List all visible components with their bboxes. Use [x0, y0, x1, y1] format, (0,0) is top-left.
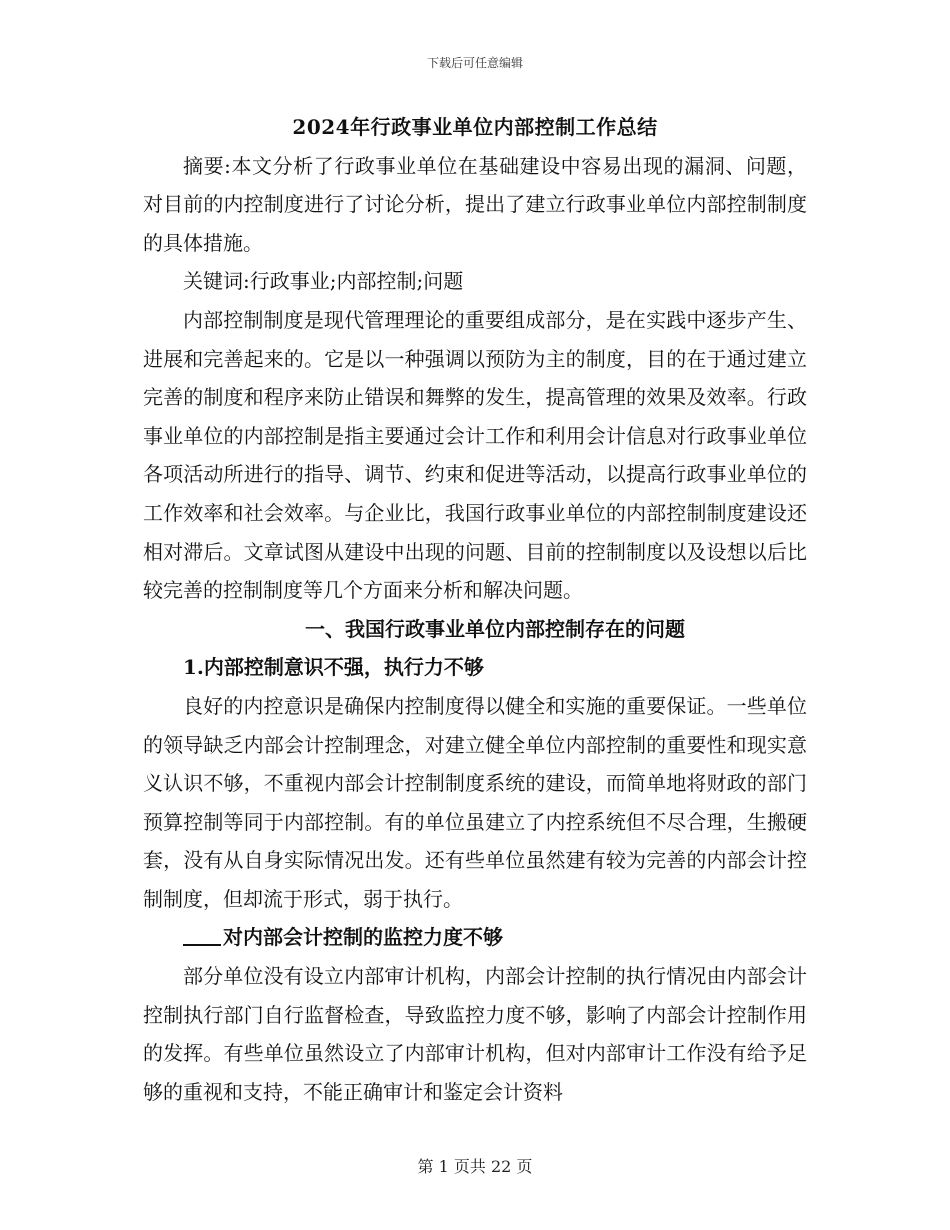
- page-header-note: 下载后可任意编辑: [426, 56, 523, 70]
- document-body: [143, 108, 807, 1111]
- keywords-line: 关键词:行政事业;内部控制;问题: [183, 269, 464, 294]
- section-heading: 一、我国行政事业单位内部控制存在的问题: [305, 616, 685, 641]
- subsection-heading-2-line: [143, 918, 807, 957]
- intro-paragraph: 内部控制制度是现代管理理论的重要组成部分，是在实践中逐步产生、进展和完善起来的。它是以一种强调以预防为主的制度，目的在于通过建立完善的制度和程序来防止错误和舞弊的发生，提高管理的效果及效率。行政事业单位的内部控制是指主要通过会计工作和利用会计信息对行政事业单位各项活动所进行的指导、调节、约束和促进等活动，以提高行政事业单位的工作效率和社会效率。与企业比，我国行政事业单位的内部控制制度建设还相对滞后。文章试图从建设中出现的问题、目前的控制制度以及设想以后比较完善的控制制度等几个方面来分析和解决问题。: [143, 307, 807, 603]
- subsection-paragraph-1: 良好的内控意识是确保内控制度得以健全和实施的重要保证。一些单位的领导缺乏内部会计控制理念，对建立健全单位内部控制的重要性和现实意义认识不够，不重视内部会计控制制度系统的建设，而简单地将财政的部门预算控制等同于内部控制。有的单位虽建立了内控系统但不尽合理，生搬硬套，没有从自身实际情况出发。还有些单位虽然建有较为完善的内部会计控制制度，但却流于形式，弱于执行。: [143, 693, 807, 911]
- subsection-heading-1: 1.内部控制意识不强，执行力不够: [183, 655, 484, 680]
- subsection-heading-2: 对内部会计控制的监控力度不够: [223, 925, 503, 950]
- document-title: 2024年行政事业单位内部控制工作总结: [292, 115, 658, 139]
- abstract-paragraph: 摘要:本文分析了行政事业单位在基础建设中容易出现的漏洞、问题，对目前的内控制度进行了讨论分析，提出了建立行政事业单位内部控制制度的具体措施。: [143, 153, 807, 255]
- page-number-footer: 第 1 页共 22 页: [417, 1157, 533, 1176]
- subsection-paragraph-2: 部分单位没有设立内部审计机构，内部会计控制的执行情况由内部会计控制执行部门自行监督检查，导致监控力度不够，影响了内部会计控制作用的发挥。有些单位虽然设立了内部审计机构，但对内部审计工作没有给予足够的重视和支持，不能正确审计和鉴定会计资料: [143, 964, 807, 1104]
- fill-in-blank-underline: [183, 920, 221, 946]
